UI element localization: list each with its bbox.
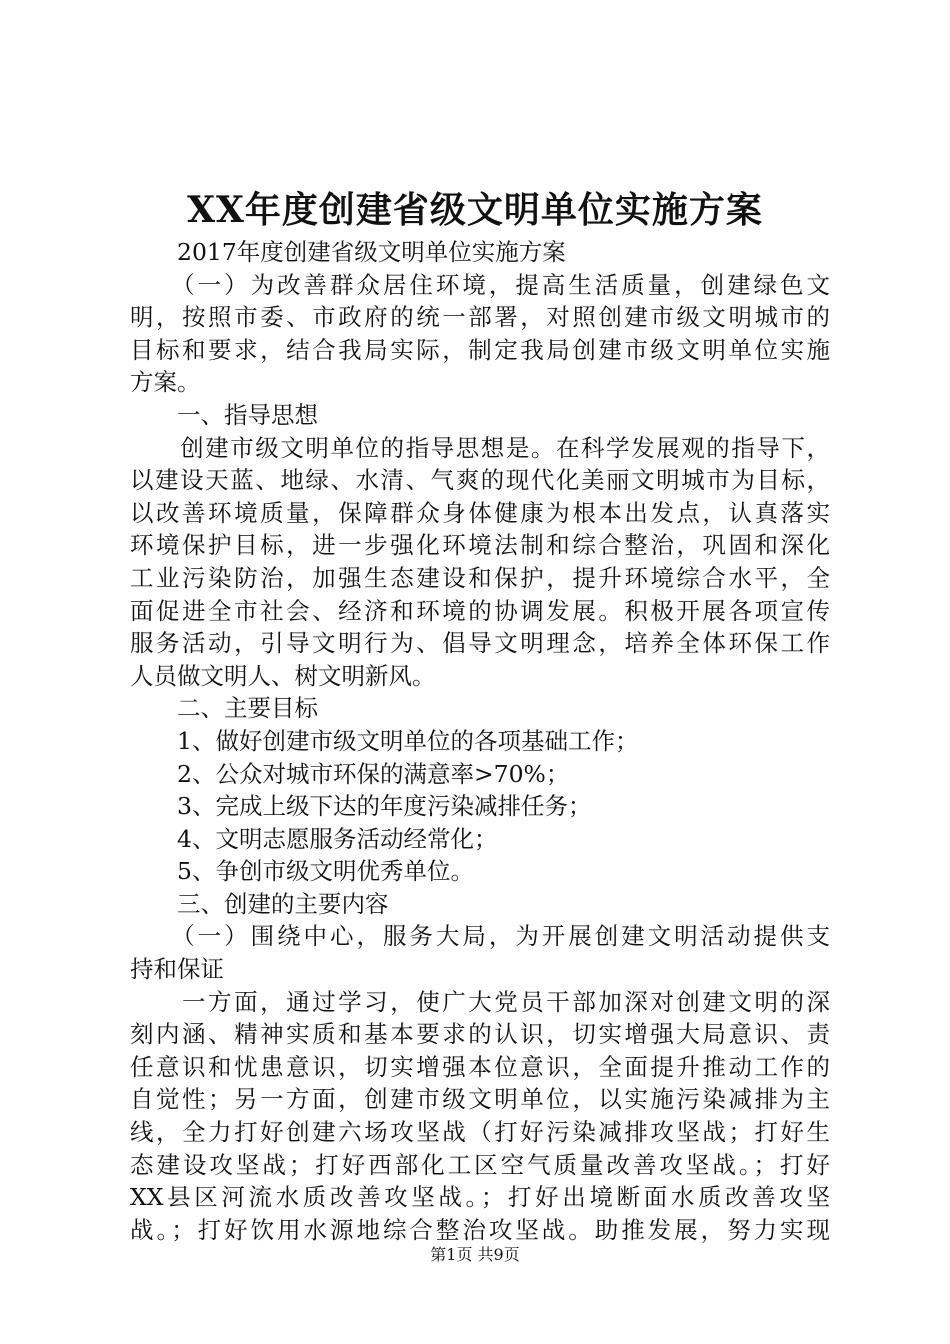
body-text-line: （一）围绕中心，服务大局，为开展创建文明活动提供支	[130, 922, 830, 951]
body-text-line: 刻内涵、精神实质和基本要求的认识，切实增强大局意识、责	[130, 1020, 830, 1049]
body-text-line: 一、指导思想	[130, 400, 318, 429]
body-text-line: 4、文明志愿服务活动经常化；	[130, 824, 498, 853]
body-text-line: 3、完成上级下达的年度污染减排任务；	[130, 792, 592, 821]
body-text-line: 线，全力打好创建六场攻坚战（打好污染减排攻坚战；打好生	[130, 1118, 830, 1147]
body-text-line: 服务活动，引导文明行为、倡导文明理念，培养全体环保工作	[130, 629, 830, 658]
body-text-line: 任意识和忧患意识，切实增强本位意识，全面提升推动工作的	[130, 1052, 830, 1081]
body-text-line: 持和保证	[130, 955, 224, 984]
body-text-line: 方案。	[130, 368, 201, 397]
body-text-line: 以建设天蓝、地绿、水清、气爽的现代化美丽文明城市为目标，	[130, 466, 830, 495]
body-text-line: XX县区河流水质改善攻坚战。；打好出境断面水质改善攻坚	[130, 1183, 830, 1212]
body-text-line: 环境保护目标，进一步强化环境法制和综合整治，巩固和深化	[130, 531, 830, 560]
body-text-line: 自觉性；另一方面，创建市级文明单位，以实施污染减排为主	[130, 1085, 830, 1114]
body-text-line: 5、争创市级文明优秀单位。	[130, 857, 474, 886]
body-text-line: （一）为改善群众居住环境，提高生活质量，创建绿色文	[130, 270, 830, 299]
body-text-line: 工业污染防治，加强生态建设和保护，提升环境综合水平，全	[130, 563, 830, 592]
body-text-line: 以改善环境质量，保障群众身体健康为根本出发点，认真落实	[130, 498, 830, 527]
document-title: XX年度创建省级文明单位实施方案	[187, 189, 763, 231]
body-text-line: 2、公众对城市环保的满意率>70%；	[130, 759, 570, 788]
body-text-line: 态建设攻坚战；打好西部化工区空气质量改善攻坚战。；打好	[130, 1150, 830, 1179]
body-text-line: 一方面，通过学习，使广大党员干部加深对创建文明的深	[130, 987, 830, 1016]
document-body	[130, 236, 830, 1246]
body-text-line: 面促进全市社会、经济和环境的协调发展。积极开展各项宣传	[130, 596, 830, 625]
page-number-footer: 第1页 共9页	[430, 1245, 520, 1264]
body-text-line: 1、做好创建市级文明单位的各项基础工作；	[130, 726, 639, 755]
body-text-line: 明，按照市委、市政府的统一部署，对照创建市级文明城市的	[130, 303, 830, 332]
body-text-line: 2017年度创建省级文明单位实施方案	[130, 238, 566, 266]
body-text-line: 二、主要目标	[130, 694, 318, 723]
body-text-line: 创建市级文明单位的指导思想是。在科学发展观的指导下，	[130, 433, 830, 462]
body-text-line: 目标和要求，结合我局实际，制定我局创建市级文明单位实施	[130, 335, 830, 364]
body-text-line: 三、创建的主要内容	[130, 889, 389, 918]
body-text-line: 人员做文明人、树文明新风。	[130, 661, 436, 690]
body-text-line: 战。；打好饮用水源地综合整治攻坚战。助推发展，努力实现	[130, 1215, 830, 1244]
